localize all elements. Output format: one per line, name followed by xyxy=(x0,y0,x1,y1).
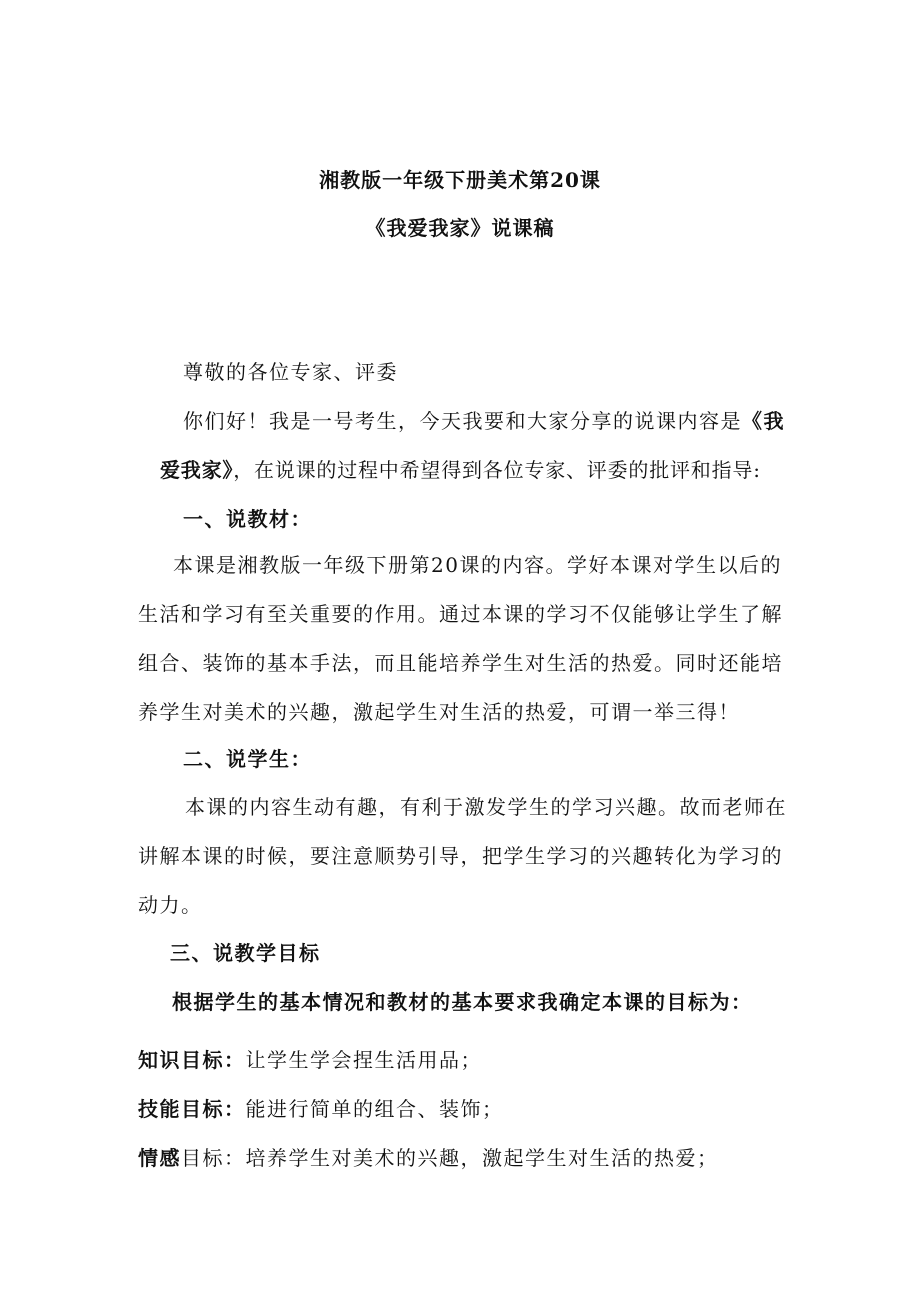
goal-knowledge xyxy=(138,1046,482,1074)
document-title: 湘教版一年级下册美术第20课 xyxy=(319,168,601,192)
goal-label-normal: 目标： xyxy=(181,1146,246,1170)
goal-skill xyxy=(138,1095,504,1123)
goal-label: 技能目标： xyxy=(138,1097,246,1121)
intro-line-2-bold: 爱我家》 xyxy=(160,458,234,482)
section-heading-textbook: 一、说教材： xyxy=(183,507,312,531)
students-paragraph-line: 动力。 xyxy=(138,893,203,917)
intro-line-1 xyxy=(183,407,785,435)
textbook-paragraph-line: 组合、装饰的基本手法，而且能培养学生对生活的热爱。同时还能培 xyxy=(138,651,783,675)
goal-text: 让学生学会捏生活用品； xyxy=(245,1048,482,1072)
document-subtitle: 《我爱我家》说课稿 xyxy=(365,216,555,240)
goal-label: 知识目标： xyxy=(138,1048,246,1072)
goal-text: 培养学生对美术的兴趣，激起学生对生活的热爱； xyxy=(245,1146,719,1170)
greeting: 尊敬的各位专家、评委 xyxy=(183,360,398,384)
goal-text: 能进行简单的组合、装饰； xyxy=(245,1097,504,1121)
intro-line-1-bold: 《我 xyxy=(742,409,785,433)
students-paragraph-line: 本课的内容生动有趣，有利于激发学生的学习兴趣。故而老师在 xyxy=(185,795,787,819)
intro-line-1-text: 你们好！我是一号考生，今天我要和大家分享的说课内容是 xyxy=(183,409,742,433)
students-paragraph-line: 讲解本课的时候，要注意顺势引导，把学生学习的兴趣转化为学习的 xyxy=(138,844,783,868)
intro-line-2 xyxy=(160,456,761,484)
goals-intro: 根据学生的基本情况和教材的基本要求我确定本课的目标为： xyxy=(172,990,753,1014)
textbook-paragraph-line: 生活和学习有至关重要的作用。通过本课的学习不仅能够让学生了解 xyxy=(138,602,783,626)
goal-label-bold: 情感 xyxy=(138,1146,181,1170)
textbook-paragraph-line: 养学生对美术的兴趣，激起学生对生活的热爱，可谓一举三得！ xyxy=(138,700,740,724)
section-heading-students: 二、说学生： xyxy=(183,747,312,771)
intro-line-2-text: ，在说课的过程中希望得到各位专家、评委的批评和指导: xyxy=(233,458,761,482)
goal-emotion xyxy=(138,1144,719,1172)
section-heading-goals: 三、说教学目标 xyxy=(170,941,321,965)
textbook-paragraph-line: 本课是湘教版一年级下册第20课的内容。学好本课对学生以后的 xyxy=(173,553,782,577)
